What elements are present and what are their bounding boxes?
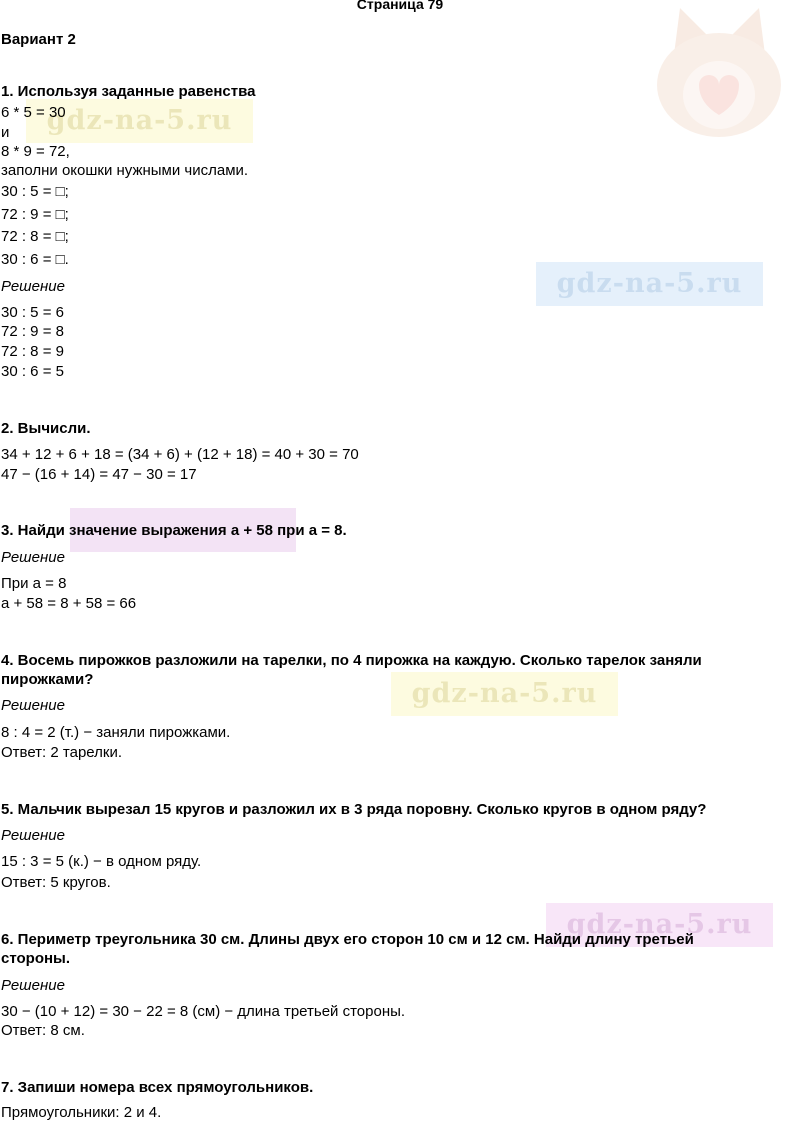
page-title: Страница 79 xyxy=(356,0,444,12)
watermark: gdz-na-5.ru xyxy=(391,672,618,716)
task-2-title: 2. Вычисли. xyxy=(1,420,91,437)
watermark: gdz-na-5.ru xyxy=(26,99,253,143)
task-1-line: 30 : 5 = □; xyxy=(1,183,69,200)
solution-line: 47 − (16 + 14) = 47 − 30 = 17 xyxy=(1,466,197,483)
task-4-title: пирожками? xyxy=(1,671,94,688)
solution-line: 72 : 9 = 8 xyxy=(1,323,64,340)
solution-line: 15 : 3 = 5 (к.) − в одном ряду. xyxy=(1,853,202,870)
watermark: gdz-na-5.ru xyxy=(536,262,763,306)
task-1-line: 72 : 9 = □; xyxy=(1,206,69,223)
watermark: gdz-na-5.ru xyxy=(546,903,773,947)
solution-line: a + 58 = 8 + 58 = 66 xyxy=(1,595,137,612)
solution-label: Решение xyxy=(1,278,65,295)
solution-line: Ответ: 5 кругов. xyxy=(1,874,111,891)
solution-label: Решение xyxy=(1,697,65,714)
task-1-line: и xyxy=(1,124,10,141)
solution-line: Ответ: 8 см. xyxy=(1,1022,85,1039)
task-6-title: стороны. xyxy=(1,950,71,967)
task-1-line: 8 * 9 = 72, xyxy=(1,143,70,160)
solution-line: При a = 8 xyxy=(1,575,67,592)
task-1-line: 72 : 8 = □; xyxy=(1,228,69,245)
task-1-line: 6 * 5 = 30 xyxy=(1,104,66,121)
solution-line: 30 : 6 = 5 xyxy=(1,363,64,380)
task-4-title: 4. Восемь пирожков разложили на тарелки, по 4 пирожка на каждую. Сколько тарелок заняли xyxy=(1,652,702,669)
solution-line: 8 : 4 = 2 (т.) − заняли пирожками. xyxy=(1,724,231,741)
solution-label: Решение xyxy=(1,827,65,844)
solution-line: 72 : 8 = 9 xyxy=(1,343,64,360)
solution-label: Решение xyxy=(1,549,65,566)
mascot-watermark-logo xyxy=(642,0,797,140)
solution-line: 34 + 12 + 6 + 18 = (34 + 6) + (12 + 18) = 40 + 30 = 70 xyxy=(1,446,359,463)
solution-line: Прямоугольники: 2 и 4. xyxy=(1,1104,162,1121)
task-1-title: 1. Используя заданные равенства xyxy=(1,83,256,100)
solution-line: 30 − (10 + 12) = 30 − 22 = 8 (см) − длина третьей стороны. xyxy=(1,1003,406,1020)
variant-heading: Вариант 2 xyxy=(1,31,76,48)
solution-line: Ответ: 2 тарелки. xyxy=(1,744,122,761)
task-5-title: 5. Мальчик вырезал 15 кругов и разложил их в 3 ряда поровну. Сколько кругов в одном ряду? xyxy=(1,801,707,818)
task-6-title: 6. Периметр треугольника 30 см. Длины двух его сторон 10 см и 12 см. Найди длину третьей xyxy=(1,931,694,948)
task-7-title: 7. Запиши номера всех прямоугольников. xyxy=(1,1079,314,1096)
task-1-line: 30 : 6 = □. xyxy=(1,251,69,268)
task-3-title: 3. Найди значение выражения a + 58 при a = 8. xyxy=(1,522,347,539)
solution-label: Решение xyxy=(1,977,65,994)
task-1-line: заполни окошки нужными числами. xyxy=(1,162,249,179)
solution-line: 30 : 5 = 6 xyxy=(1,304,64,321)
